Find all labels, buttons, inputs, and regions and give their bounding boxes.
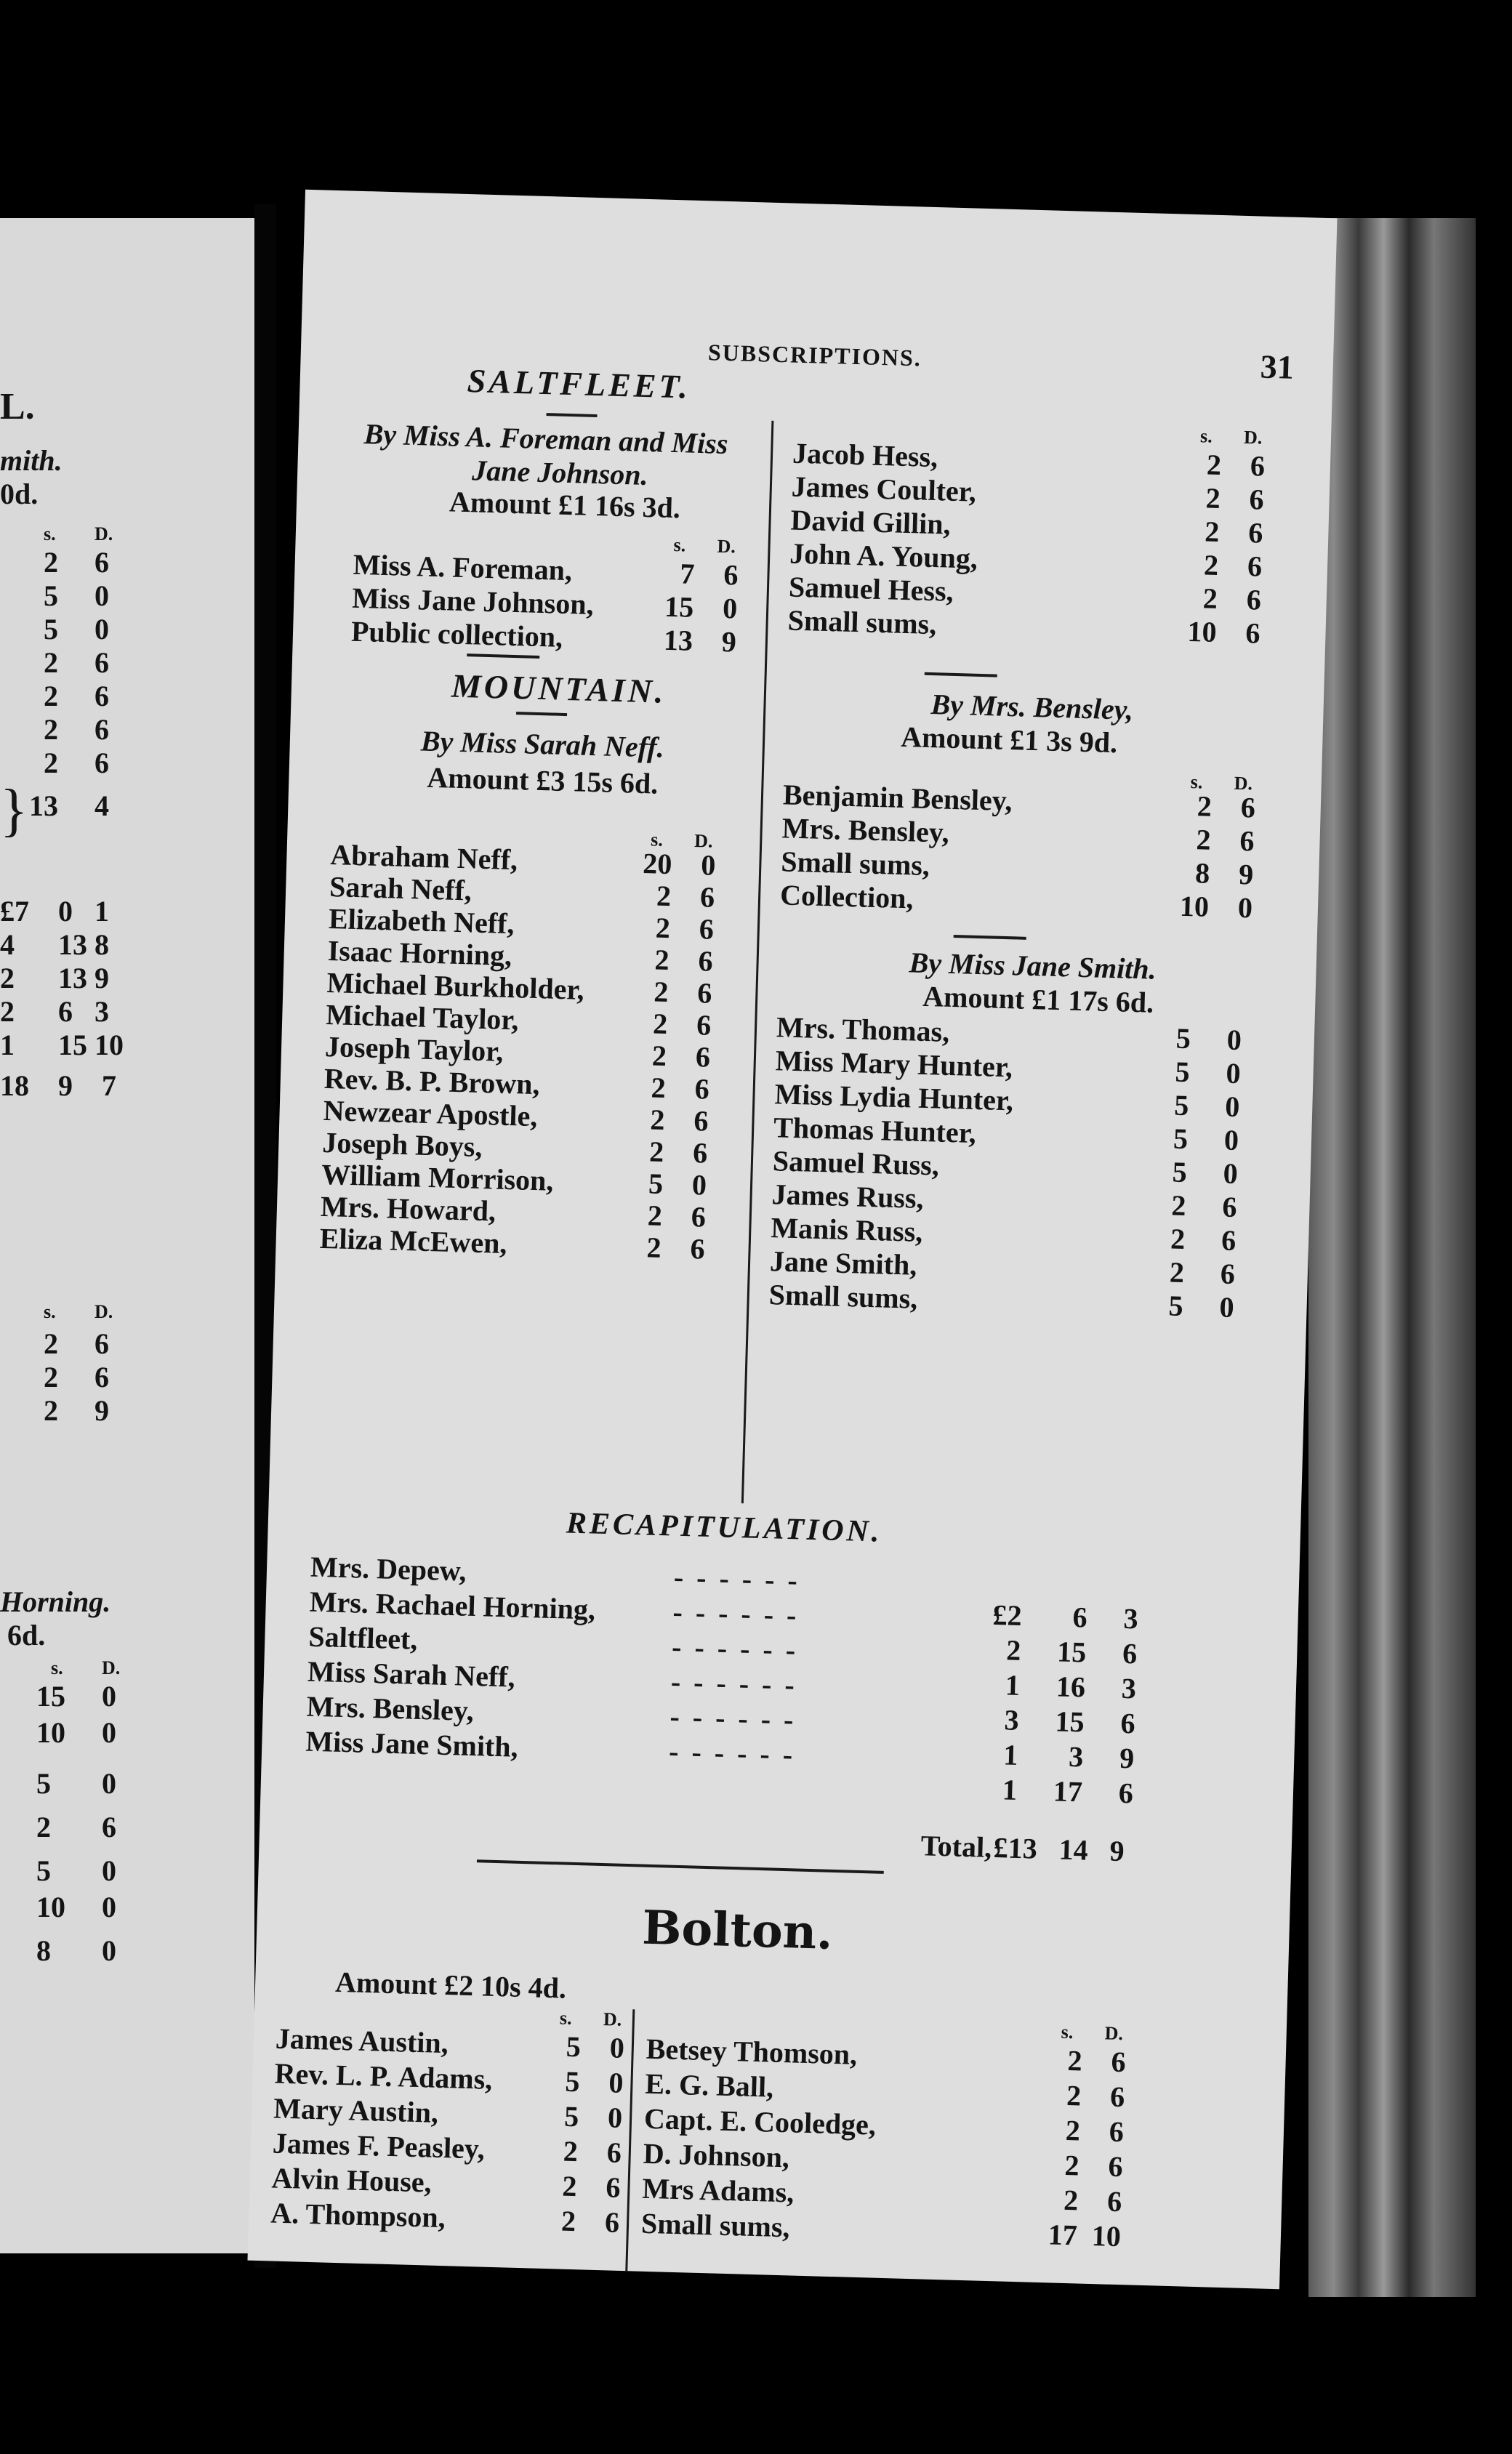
left-pounds: 18: [0, 1069, 29, 1102]
left-pence: 6: [94, 1327, 109, 1360]
entry-pence: 0: [700, 848, 716, 882]
total-shillings: 14: [1058, 1833, 1089, 1867]
entry-name: Samuel Russ,: [772, 1144, 940, 1182]
entry-shillings: 2: [1195, 823, 1212, 856]
recap-pounds: 1: [1002, 1773, 1018, 1806]
entry-shillings: 2: [649, 1103, 666, 1137]
shillings-header: s.: [51, 1657, 63, 1678]
left-shillings: 2: [44, 546, 58, 579]
entry-name: Isaac Horning,: [327, 934, 512, 973]
entry-name: Eliza McEwen,: [319, 1221, 508, 1260]
page-number: 31: [1260, 347, 1295, 386]
bolton-title: Bolton.: [641, 1900, 834, 1960]
entry-shillings: 15: [664, 590, 694, 624]
entry-name: Mrs Adams,: [641, 2171, 795, 2209]
shillings-header: s.: [1190, 771, 1203, 793]
pence-header: D.: [94, 1301, 113, 1322]
entry-shillings: 2: [654, 943, 670, 977]
entry-shillings: 2: [561, 2169, 578, 2203]
recap-name: Mrs. Depew,: [310, 1550, 467, 1588]
entry-shillings: 2: [1204, 515, 1221, 549]
entry-shillings: 5: [648, 1167, 664, 1200]
entry-shillings: 2: [1066, 2079, 1082, 2112]
total-pence: 9: [1109, 1834, 1125, 1868]
leader-dots: - - - - - -: [668, 1734, 796, 1771]
recap-pence: 6: [1118, 1776, 1134, 1810]
left-pence: 6: [94, 747, 109, 779]
entry-name: D. Johnson,: [643, 2136, 790, 2174]
left-shillings: 13: [58, 962, 87, 994]
entry-shillings: 2: [1205, 481, 1221, 515]
entry-name: Small sums,: [780, 845, 930, 882]
recap-shillings: 16: [1055, 1670, 1086, 1704]
entry-pence: 0: [607, 2101, 623, 2134]
entry-shillings: 2: [652, 1007, 668, 1041]
entry-name: Public collection,: [350, 614, 563, 653]
entry-pence: 6: [1110, 2045, 1127, 2079]
entry-name: Newzear Apostle,: [323, 1093, 538, 1133]
entry-pence: 6: [1249, 483, 1265, 516]
entry-name: Miss A. Foreman,: [353, 547, 573, 587]
entry-pence: 6: [1244, 616, 1261, 650]
divider: [954, 935, 1026, 940]
entry-pence: 6: [696, 1008, 712, 1042]
divider: [467, 653, 539, 659]
entry-pence: 6: [696, 976, 713, 1010]
recap-pounds: 3: [1004, 1703, 1020, 1737]
smith-by-line: By Miss Jane Smith.: [909, 946, 1157, 986]
leader-dots: - - - - - -: [672, 1595, 800, 1632]
entry-name: Abraham Neff,: [329, 838, 518, 877]
column-rule: [741, 421, 774, 1504]
entry-shillings: 2: [1197, 789, 1213, 823]
entry-pence: 6: [1221, 1223, 1236, 1258]
entry-pence: 6: [1240, 791, 1256, 824]
entry-shillings: 10: [1179, 889, 1210, 923]
shillings-header: s.: [650, 829, 664, 850]
entry-pence: 0: [1223, 1123, 1239, 1157]
pence-header: D.: [693, 830, 713, 852]
left-shillings: 2: [44, 747, 58, 779]
entry-pence: 0: [1224, 1090, 1240, 1124]
left-pence: 0: [102, 1716, 116, 1749]
entry-shillings: 2: [560, 2204, 576, 2238]
entry-shillings: 2: [1169, 1255, 1185, 1290]
smith-amount: Amount £1 17s 6d.: [922, 979, 1154, 1019]
left-shillings: 2: [44, 1327, 58, 1360]
recap-shillings: 15: [1055, 1705, 1085, 1739]
entry-pence: 6: [693, 1104, 709, 1138]
entry-name: Manis Russ,: [770, 1211, 923, 1248]
left-shillings: 5: [36, 1854, 51, 1887]
entry-shillings: 5: [1173, 1088, 1189, 1122]
shillings-header: s.: [44, 1301, 56, 1322]
entry-name: Mrs. Thomas,: [776, 1010, 950, 1048]
entry-name: Collection,: [779, 878, 914, 915]
recap-pence: 3: [1121, 1671, 1137, 1705]
entry-name: Rev. B. P. Brown,: [323, 1061, 541, 1101]
entry-pence: 6: [695, 1040, 711, 1074]
entry-pence: 6: [694, 1072, 710, 1106]
entry-name: Miss Lydia Hunter,: [773, 1077, 1014, 1117]
left-pence: 3: [94, 995, 109, 1028]
entry-pence: 6: [1221, 1190, 1238, 1224]
entry-shillings: 8: [1194, 856, 1210, 890]
left-pence: 9: [94, 962, 109, 994]
divider: [516, 712, 567, 716]
entry-name: Sarah Neff,: [329, 870, 472, 907]
left-pence: 6: [94, 713, 109, 746]
recap-pounds: 2: [1005, 1633, 1021, 1667]
left-pence: 0: [102, 1891, 116, 1923]
leader-dots: - - - - - -: [669, 1699, 797, 1737]
entry-shillings: 5: [564, 2064, 581, 2099]
left-pounds: 2: [0, 995, 15, 1028]
entry-pence: 9: [721, 624, 737, 659]
shillings-header: s.: [44, 523, 56, 544]
entry-pence: 0: [1225, 1056, 1242, 1090]
entry-pence: 0: [1223, 1156, 1239, 1191]
entry-name: Benjamin Bensley,: [782, 778, 1013, 818]
entry-shillings: 2: [1203, 548, 1219, 582]
entry-shillings: 2: [651, 1071, 667, 1105]
shillings-header: s.: [1061, 2021, 1074, 2043]
left-pence: 0: [102, 1854, 116, 1887]
left-pence: 0: [94, 613, 109, 645]
recap-name: Miss Sarah Neff,: [307, 1654, 516, 1694]
pence-header: D.: [102, 1657, 121, 1678]
entry-pence: 6: [1107, 2149, 1124, 2184]
total-pounds: £13: [993, 1831, 1038, 1865]
left-shillings: 13: [29, 789, 58, 822]
left-pounds: 4: [0, 928, 15, 961]
divider: [925, 672, 997, 677]
entry-pence: 6: [689, 1232, 706, 1266]
left-fragment: Horning.: [0, 1585, 111, 1618]
running-header: SUBSCRIPTIONS.: [707, 339, 922, 371]
left-shillings: 2: [44, 646, 58, 679]
entry-name: James Russ,: [771, 1178, 925, 1215]
entry-name: Jacob Hess,: [792, 436, 938, 474]
entry-pence: 6: [1247, 516, 1264, 550]
column-rule: [625, 2009, 635, 2271]
left-pence: 8: [94, 928, 109, 961]
book-page: [247, 190, 1337, 2290]
left-shillings: 15: [36, 1680, 65, 1713]
entry-pence: 6: [1109, 2115, 1125, 2149]
leader-dots: - - - - - -: [670, 1665, 798, 1702]
left-shillings: 2: [36, 1811, 51, 1843]
entry-name: Rev. L. P. Adams,: [274, 2056, 493, 2096]
entry-name: Joseph Boys,: [321, 1125, 483, 1164]
left-shillings: 5: [36, 1767, 51, 1800]
entry-name: Samuel Hess,: [788, 570, 954, 608]
left-heading-fragment: L.: [0, 386, 35, 427]
left-shillings: 2: [44, 1361, 58, 1393]
entry-shillings: 2: [656, 879, 672, 913]
entry-name: Small sums,: [768, 1278, 918, 1315]
left-shillings: 9: [58, 1069, 73, 1102]
recap-pounds: 1: [1002, 1738, 1018, 1771]
entry-shillings: 5: [1172, 1155, 1188, 1189]
entry-pence: 6: [691, 1200, 707, 1234]
entry-shillings: 2: [648, 1135, 664, 1169]
entry-pence: 6: [1220, 1257, 1236, 1291]
entry-name: William Morrison,: [321, 1157, 555, 1197]
entry-pence: 6: [1109, 2080, 1125, 2114]
entry-name: Thomas Hunter,: [773, 1111, 977, 1149]
saltfleet-by-line-2: Jane Johnson.: [471, 454, 649, 492]
entry-name: Small sums,: [787, 603, 937, 641]
pence-header: D.: [94, 523, 113, 544]
entry-name: Mrs. Bensley,: [781, 811, 950, 849]
left-shillings: 2: [44, 1394, 58, 1427]
entry-pence: 6: [699, 912, 715, 946]
total-label: Total,: [920, 1829, 992, 1864]
entry-name: Mary Austin,: [273, 2091, 439, 2129]
left-pence: 6: [94, 546, 109, 579]
entry-pence: 6: [699, 880, 715, 914]
left-fragment: 0d.: [0, 478, 39, 510]
recap-pence: 9: [1119, 1741, 1135, 1775]
entry-name: Miss Mary Hunter,: [775, 1044, 1013, 1084]
recap-pence: 6: [1119, 1706, 1136, 1740]
entry-shillings: 2: [651, 1039, 667, 1073]
divider: [477, 1859, 884, 1874]
page-edges: [1308, 218, 1476, 2297]
entry-shillings: 2: [647, 1199, 663, 1232]
leader-dots: - - - - - -: [673, 1560, 801, 1597]
entry-shillings: 2: [1063, 2148, 1080, 2182]
left-page-fragment: [0, 218, 254, 2253]
entry-shillings: 2: [1206, 448, 1222, 482]
entry-shillings: 2: [563, 2134, 579, 2168]
recap-pounds: 1: [1005, 1668, 1021, 1702]
left-shillings: 2: [44, 713, 58, 746]
entry-pence: 6: [1239, 824, 1255, 858]
mountain-title: MOUNTAIN.: [451, 667, 667, 710]
entry-name: A. Thompson,: [270, 2196, 446, 2234]
recap-shillings: 17: [1053, 1774, 1083, 1809]
pence-header: D.: [603, 2008, 622, 2030]
pence-header: D.: [1234, 772, 1253, 794]
entry-shillings: 5: [563, 2099, 579, 2133]
entry-name: David Gillin,: [790, 503, 952, 541]
left-pence: 4: [94, 789, 109, 822]
left-pence: 9: [94, 1394, 109, 1427]
leader-dots: - - - - - -: [671, 1630, 799, 1667]
entry-shillings: 2: [655, 911, 671, 945]
entry-pence: 9: [1238, 857, 1254, 891]
entry-pence: 0: [1226, 1023, 1242, 1057]
left-shillings: 5: [44, 613, 58, 645]
entry-shillings: 2: [1170, 1188, 1187, 1223]
brace: }: [0, 779, 28, 842]
left-pence: 7: [102, 1069, 116, 1102]
mountain-by-line: By Miss Sarah Neff.: [420, 724, 665, 764]
left-pence: 0: [102, 1767, 116, 1800]
entry-shillings: 17: [1047, 2218, 1078, 2252]
recap-name: Mrs. Bensley,: [306, 1689, 475, 1728]
entry-name: Michael Taylor,: [325, 997, 520, 1037]
divider: [547, 413, 598, 417]
entry-shillings: 5: [1168, 1289, 1184, 1323]
left-pence: 0: [102, 1680, 116, 1713]
entry-shillings: 2: [1065, 2113, 1081, 2147]
recap-pence: 3: [1122, 1601, 1139, 1636]
entry-pence: 6: [1247, 550, 1263, 583]
entry-name: John A. Young,: [789, 536, 978, 575]
shillings-header: s.: [559, 2007, 572, 2029]
entry-pence: 6: [1246, 583, 1262, 616]
recapitulation-title: RECAPITULATION.: [566, 1506, 883, 1549]
entry-shillings: 2: [1063, 2183, 1079, 2217]
left-fragment: mith.: [0, 444, 63, 477]
entry-shillings: 5: [1175, 1055, 1191, 1089]
saltfleet-amount: Amount £1 16s 3d.: [449, 485, 681, 525]
recap-name: Miss Jane Smith,: [305, 1724, 519, 1763]
recap-name: Saltfleet,: [307, 1620, 419, 1656]
recap-shillings: 3: [1068, 1739, 1084, 1774]
entry-pence: 6: [604, 2205, 620, 2239]
left-pence: 6: [94, 1361, 109, 1393]
entry-pence: 6: [1250, 449, 1266, 483]
recap-pounds: £2: [992, 1598, 1023, 1633]
left-shillings: 2: [44, 680, 58, 712]
entry-name: Betsey Thomson,: [646, 2032, 858, 2071]
entry-shillings: 20: [642, 847, 672, 881]
entry-shillings: 10: [1186, 614, 1218, 648]
entry-name: Alvin House,: [271, 2161, 433, 2199]
bensley-amount: Amount £1 3s 9d.: [900, 720, 1118, 760]
left-shillings: 0: [58, 895, 73, 928]
entry-pence: 0: [1219, 1290, 1235, 1324]
entry-name: Capt. E. Cooledge,: [643, 2101, 877, 2141]
left-pence: 10: [94, 1029, 124, 1061]
entry-pence: 0: [608, 2066, 624, 2099]
entry-name: Small sums,: [640, 2206, 791, 2244]
left-pounds: £7: [0, 895, 29, 928]
entry-pence: 6: [1106, 2184, 1122, 2218]
saltfleet-by-line: By Miss A. Foreman and Miss: [363, 417, 729, 461]
entry-pence: 0: [1237, 890, 1253, 925]
left-fragment: 6d.: [7, 1619, 46, 1652]
entry-shillings: 5: [566, 2029, 582, 2064]
recap-name: Mrs. Rachael Horning,: [309, 1585, 596, 1626]
entry-pence: 0: [722, 591, 738, 625]
mountain-amount: Amount £3 15s 6d.: [426, 760, 659, 800]
left-shillings: 13: [58, 928, 87, 961]
entry-shillings: 2: [1202, 582, 1218, 615]
entry-shillings: 5: [1173, 1122, 1189, 1156]
entry-name: Miss Jane Johnson,: [351, 581, 595, 621]
entry-name: James Austin,: [275, 2021, 449, 2060]
left-shillings: 6: [58, 995, 73, 1028]
bolton-amount: Amount £2 10s 4d.: [334, 1965, 567, 2005]
entry-shillings: 7: [679, 557, 696, 590]
entry-shillings: 5: [1175, 1021, 1191, 1055]
left-pence: 6: [94, 680, 109, 712]
entry-name: James Coulter,: [791, 470, 977, 508]
recap-pence: 6: [1122, 1636, 1138, 1670]
entry-name: Joseph Taylor,: [324, 1029, 504, 1068]
entry-pence: 6: [723, 558, 739, 592]
left-shillings: 8: [36, 1934, 51, 1967]
entry-pence: 6: [698, 944, 714, 978]
pence-header: D.: [1104, 2022, 1124, 2045]
left-pence: 6: [94, 646, 109, 679]
left-pounds: 1: [0, 1029, 15, 1061]
entry-name: Michael Burkholder,: [326, 965, 585, 1006]
entry-name: E. G. Ball,: [644, 2067, 774, 2104]
entry-name: James F. Peasley,: [272, 2126, 486, 2165]
pence-header: D.: [717, 535, 736, 558]
pence-header: D.: [1243, 426, 1263, 448]
left-shillings: 10: [36, 1891, 65, 1923]
entry-pence: 6: [692, 1136, 708, 1170]
entry-name: Mrs. Howard,: [320, 1189, 496, 1228]
entry-name: Elizabeth Neff,: [328, 902, 515, 941]
entry-pence: 6: [606, 2136, 622, 2169]
entry-shillings: 2: [1170, 1222, 1186, 1256]
entry-shillings: 2: [653, 975, 669, 1009]
left-pence: 0: [102, 1934, 116, 1967]
recap-shillings: 15: [1056, 1635, 1087, 1669]
recap-shillings: 6: [1072, 1600, 1088, 1634]
entry-pence: 10: [1091, 2219, 1122, 2253]
entry-shillings: 2: [1066, 2044, 1083, 2077]
shillings-header: s.: [1199, 425, 1213, 447]
entry-pence: 0: [609, 2031, 625, 2064]
left-pence: 1: [94, 895, 109, 928]
left-shillings: 10: [36, 1716, 65, 1749]
left-shillings: 5: [44, 579, 58, 612]
bensley-by-line: By Mrs. Bensley,: [930, 688, 1134, 726]
entry-pence: 6: [605, 2171, 622, 2204]
entry-shillings: 2: [646, 1231, 662, 1264]
entry-pence: 0: [691, 1168, 707, 1202]
saltfleet-title: SALTFLEET.: [467, 362, 691, 406]
left-pence: 6: [102, 1811, 116, 1843]
left-pence: 0: [94, 579, 109, 612]
shillings-header: s.: [673, 534, 686, 556]
entry-shillings: 13: [663, 623, 693, 657]
left-shillings: 15: [58, 1029, 87, 1061]
entry-name: Jane Smith,: [769, 1244, 917, 1282]
left-pounds: 2: [0, 962, 15, 994]
